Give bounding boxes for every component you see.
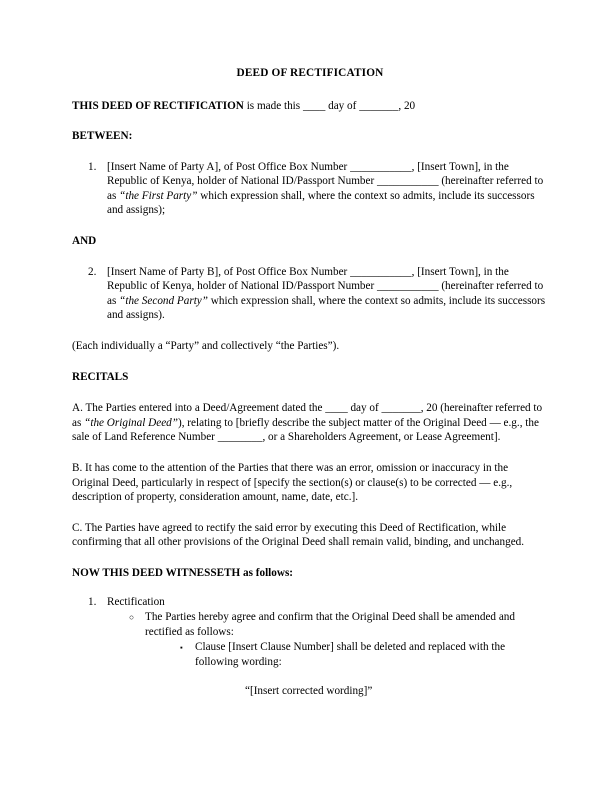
- party-b-segment-4: which expression shall, where the context so admits, include its successors and assigns).: [107, 294, 546, 322]
- corrected-wording-placeholder: “[Insert corrected wording]”: [245, 684, 373, 697]
- recital-a-italic-term: “the Original Deed”: [84, 416, 178, 429]
- recital-c-paragraph: C. The Parties have agreed to rectify the said error by executing this Deed of Rectification, while confirming that all other provisions of the Original Deed shall remain valid, binding, and unchanged.: [72, 521, 525, 549]
- witnesseth-heading: [72, 566, 548, 581]
- rectification-number-marker: 1.: [88, 595, 97, 608]
- intro-text-2: day of: [325, 99, 360, 112]
- recital-a-segment-1: A. The Parties entered into a Deed/Agreement dated the: [72, 402, 326, 415]
- witnesseth-rest: as follows:: [240, 566, 294, 579]
- rectification-sublist: [107, 610, 548, 698]
- intro-text-3: , 20: [398, 99, 416, 112]
- party-a-segment-3: (hereinafter referred to as: [107, 175, 544, 202]
- party-b-italic-term: “the Second Party”: [119, 294, 208, 307]
- blank-day-field: ____: [302, 99, 326, 112]
- party-a-marker: 1.: [88, 160, 97, 173]
- recital-a-day-blank: ____: [325, 402, 348, 415]
- clause-replacement-list: [145, 640, 548, 698]
- blank-month-field: _______: [359, 99, 399, 112]
- recitals-heading: RECITALS: [72, 370, 129, 383]
- each-individually-paragraph: (Each individually a “Party” and collectively “the Parties”).: [72, 340, 340, 353]
- recital-b-paragraph: B. It has come to the attention of the Parties that there was an error, omission or inaccuracy in the Original Deed, particularly in respect of [specify the section(s) or clause(s) to be corrected — e.g., description of property, consideration amount, name, date, etc.].: [72, 462, 513, 504]
- recital-a-lr-blank: ________: [217, 431, 263, 444]
- operative-clause-rectification: [72, 595, 548, 699]
- circle-bullet-icon: ○: [129, 612, 135, 622]
- recital-a-segment-5: , or a Shareholders Agreement, or Lease Agreement].: [262, 431, 501, 444]
- party-b-segment-1: [Insert Name of Party B], of Post Office Box Number: [107, 265, 351, 278]
- party-a-id-blank: ___________: [377, 175, 439, 188]
- operative-clause-list: [72, 595, 548, 699]
- party-b-segment-3: (hereinafter referred to as: [107, 280, 544, 307]
- party-a-italic-term: “the First Party”: [119, 189, 198, 202]
- and-heading: AND: [72, 235, 97, 248]
- party-a-segment-1: [Insert Name of Party A], of Post Office Box Number: [107, 160, 351, 173]
- party-b-item: [72, 265, 548, 323]
- recital-a-paragraph: [72, 401, 548, 445]
- witnesseth-bold-lead: NOW THIS DEED WITNESSETH: [72, 566, 241, 579]
- clause-replacement-text: Clause [Insert Clause Number] shall be deleted and replaced with the following wording:: [195, 641, 506, 668]
- party-a-segment-4: which expression shall, where the context so admits, include its successors and assigns);: [107, 189, 535, 217]
- document-body: [72, 66, 548, 698]
- party-b-marker: 2.: [88, 265, 97, 278]
- rectification-label: Rectification: [107, 595, 165, 608]
- recital-a-segment-2: day of: [347, 402, 382, 415]
- party-a-item: [72, 160, 548, 218]
- party-b-segment-2: , [Insert Town], in the Republic of Kenya, holder of National ID/Passport Number: [107, 265, 509, 293]
- intro-text-1: is made this: [243, 99, 303, 112]
- party-a-box-blank: ___________: [350, 160, 412, 173]
- party-a-list: [72, 160, 548, 218]
- intro-bold-lead: THIS DEED OF RECTIFICATION: [72, 99, 244, 112]
- rectification-subitem: [107, 610, 548, 698]
- recital-a-segment-3: , 20 (hereinafter referred to as: [72, 402, 543, 429]
- party-b-list: [72, 265, 548, 323]
- clause-replacement-item: [145, 640, 548, 698]
- recital-a-month-blank: _______: [381, 402, 421, 415]
- recital-a-segment-4: ), relating to [briefly describe the subject matter of the Original Deed — e.g., the sale of Land Reference Number: [72, 416, 539, 444]
- between-heading: BETWEEN:: [72, 130, 133, 143]
- party-b-id-blank: ___________: [377, 280, 439, 293]
- party-b-box-blank: ___________: [350, 265, 412, 278]
- rectification-subitem-text: The Parties hereby agree and confirm that the Original Deed shall be amended and rectified as follows:: [145, 611, 515, 638]
- document-title: DEED OF RECTIFICATION: [236, 67, 384, 79]
- party-a-segment-2: , [Insert Town], in the Republic of Kenya, holder of National ID/Passport Number: [107, 160, 509, 188]
- square-bullet-icon: ▪: [180, 643, 183, 653]
- intro-paragraph: [72, 99, 548, 114]
